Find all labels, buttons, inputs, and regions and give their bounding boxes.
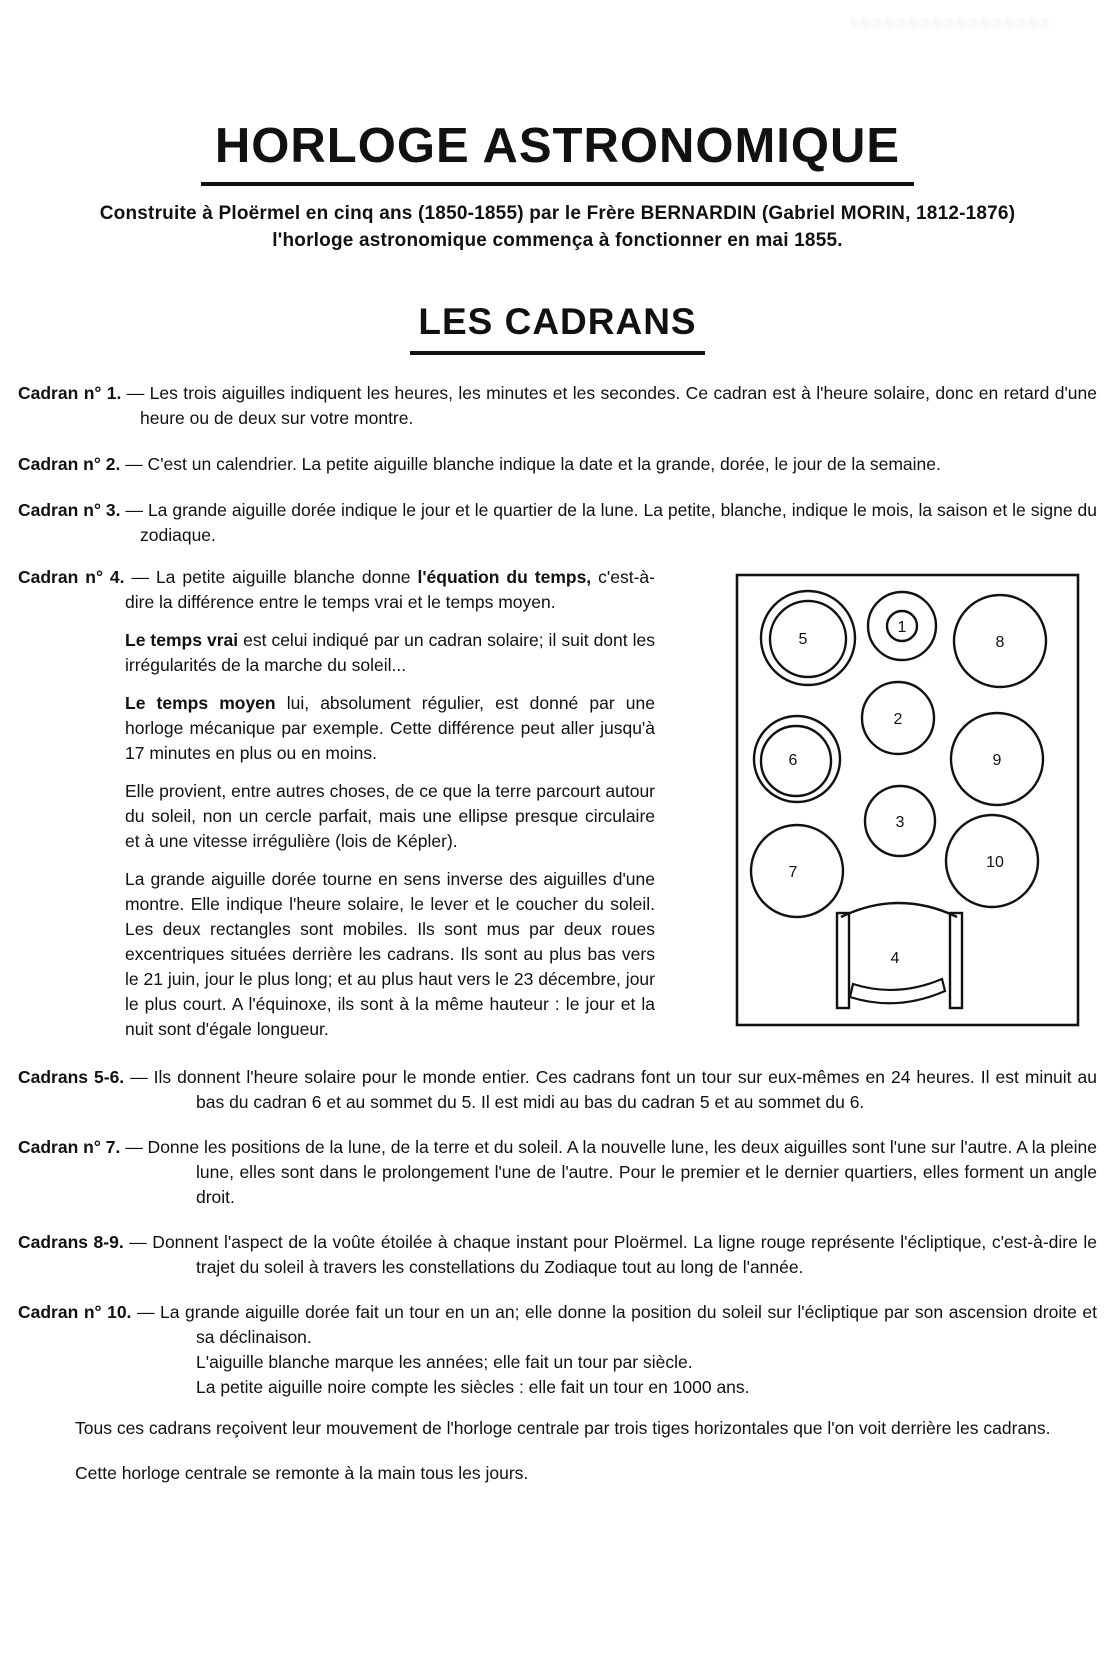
dial-4-crescent — [850, 979, 945, 1003]
entry-cadrans-5-6-label: Cadrans 5-6. — [18, 1067, 125, 1087]
cadran-4-temps-moyen — [125, 691, 655, 766]
entry-cadran-3-text: — La grande aiguille dorée indique le jour et le quartier de la lune. La petite, blanche, indique le mois, la saison et le signe du zodiaque. — [125, 500, 1097, 545]
entry-cadran-10-line-1 — [18, 1300, 1097, 1350]
entry-cadran-10-label: Cadran n° 10. — [18, 1302, 132, 1322]
entry-cadrans-8-9-label: Cadrans 8-9. — [18, 1232, 124, 1252]
entry-cadran-1-label: Cadran n° 1. — [18, 383, 122, 403]
entry-cadrans-5-6-text: — Ils donnent l'heure solaire pour le monde entier. Ces cadrans font un tour sur eux-mêmes en 24 heures. Il est minuit au bas du cadran 6 et au sommet du 5. Il est midi au bas du cadran 5 et au sommet du 6. — [130, 1067, 1097, 1112]
cadran-4-intro — [18, 565, 655, 615]
dial-1-number: 1 — [897, 619, 907, 636]
temps-vrai-bold: Le temps vrai — [125, 630, 239, 650]
temps-moyen-text: lui, absolument régulier, est donné par une horloge mécanique par exemple. Cette différence peut aller jusqu'à 17 minutes en plus ou en moins. — [125, 693, 655, 763]
entry-cadran-7-text: — Donne les positions de la lune, de la terre et du soleil. A la nouvelle lune, les deux aiguilles sont l'une sur l'autre. A la pleine lune, elles sont dans le prolongement l'une de l'autre. Pour le premier et le dernier quartiers, elles forment un angle droit. — [125, 1137, 1097, 1207]
entry-cadran-2-label: Cadran n° 2. — [18, 454, 121, 474]
page-title: HORLOGE ASTRONOMIQUE — [201, 118, 914, 186]
entry-cadran-1 — [18, 381, 1097, 431]
entry-cadran-10 — [18, 1300, 1097, 1400]
entry-cadran-4-label: Cadran n° 4. — [18, 567, 125, 587]
dial-3-number: 3 — [895, 814, 905, 831]
entry-cadran-3-label: Cadran n° 3. — [18, 500, 121, 520]
cadran-4-provenance: Elle provient, entre autres choses, de ce que la terre parcourt autour du soleil, non un cercle parfait, mais une ellipse presque circulaire et à une vitesse irrégulière (lois de Képler). — [125, 781, 655, 851]
dial-6-number: 6 — [788, 752, 798, 769]
dial-8-number: 8 — [995, 634, 1005, 651]
subtitle-line-2: l'horloge astronomique commença à fonctionner en mai 1855. — [272, 230, 843, 251]
entry-cadran-4 — [18, 565, 1097, 1045]
footer-paragraph-1: Tous ces cadrans reçoivent leur mouvement de l'horloge centrale par trois tiges horizontales que l'on voit derrière les cadrans. — [75, 1418, 1051, 1438]
entry-cadrans-8-9 — [18, 1230, 1097, 1280]
dial-5-outer-circle — [761, 591, 855, 685]
entry-cadran-7-label: Cadran n° 7. — [18, 1137, 121, 1157]
section-heading: LES CADRANS — [410, 300, 704, 355]
temps-vrai-text: est celui indiqué par un cadran solaire; il suit dont les irrégularités de la marche du soleil... — [125, 630, 655, 675]
scan-artifact — [850, 18, 1050, 28]
entry-cadran-7 — [18, 1135, 1097, 1210]
dial-4-left-post — [837, 913, 849, 1008]
cadran-4-intro-pre: — La petite aiguille blanche donne — [131, 567, 418, 587]
entry-cadran-10-text-1: — La grande aiguille dorée fait un tour en un an; elle donne la position du soleil sur l'écliptique par son ascension droite et sa déclinaison. — [136, 1302, 1097, 1347]
entry-cadran-2-text: — C'est un calendrier. La petite aiguille blanche indique la date et la grande, dorée, le jour de la semaine. — [125, 454, 941, 474]
dial-4-top-arc — [841, 903, 957, 917]
subtitle — [18, 200, 1097, 254]
dial-4-right-post — [950, 913, 962, 1008]
dial-10-number: 10 — [986, 854, 1004, 871]
entry-cadran-10-line-3: La petite aiguille noire compte les siècles : elle fait un tour en 1000 ans. — [196, 1377, 750, 1397]
dial-5-number: 5 — [798, 631, 808, 648]
title-block — [18, 118, 1097, 186]
cadran-4-intro-bold: l'équation du temps, — [417, 567, 592, 587]
entry-cadran-3 — [18, 498, 1097, 548]
dial-4-number: 4 — [890, 950, 900, 967]
cadran-4-intro-post: c'est-à-dire la différence entre le temps vrai et le temps moyen. — [125, 567, 655, 612]
section-heading-block — [18, 300, 1097, 355]
entry-cadrans-8-9-text: — Donnent l'aspect de la voûte étoilée à chaque instant pour Ploërmel. La ligne rouge représente l'écliptique, c'est-à-dire le trajet du soleil à travers les constellations du Zodiaque tout au long de l'année. — [129, 1232, 1097, 1277]
entry-cadran-10-line-2: L'aiguille blanche marque les années; elle fait un tour par siècle. — [196, 1352, 693, 1372]
cadran-4-grande-aiguille: La grande aiguille dorée tourne en sens inverse des aiguilles d'une montre. Elle indique l'heure solaire, le lever et le coucher du soleil. Les deux rectangles sont mobiles. Ils sont mus par deux roues excentriques situées derrière les cadrans. Ils sont au plus bas vers le 21 juin, jour le plus long; et au plus haut vers le 23 décembre, jour le plus court. A l'équinoxe, ils sont à la même hauteur : le jour et la nuit sont d'égale longueur. — [125, 869, 655, 1039]
subtitle-line-1: Construite à Ploërmel en cinq ans (1850-1855) par le Frère BERNARDIN (Gabriel MORIN, 1812-1876) — [99, 203, 1016, 224]
dials-diagram — [735, 573, 1080, 1028]
entry-cadran-2 — [18, 452, 1097, 477]
dial-7-number: 7 — [788, 864, 798, 881]
footer-paragraph-2: Cette horloge centrale se remonte à la main tous les jours. — [75, 1463, 529, 1483]
entry-cadran-1-text: — Les trois aiguilles indiquent les heures, les minutes et les secondes. Ce cadran est à l'heure solaire, donc en retard d'une heure ou de deux sur votre montre. — [126, 383, 1097, 428]
dial-9-number: 9 — [992, 752, 1002, 769]
entry-cadrans-5-6 — [18, 1065, 1097, 1115]
dial-2-number: 2 — [893, 711, 903, 728]
dial-5-inner-circle — [770, 601, 846, 677]
temps-moyen-bold: Le temps moyen — [125, 693, 276, 713]
cadran-4-temps-vrai — [125, 628, 655, 678]
